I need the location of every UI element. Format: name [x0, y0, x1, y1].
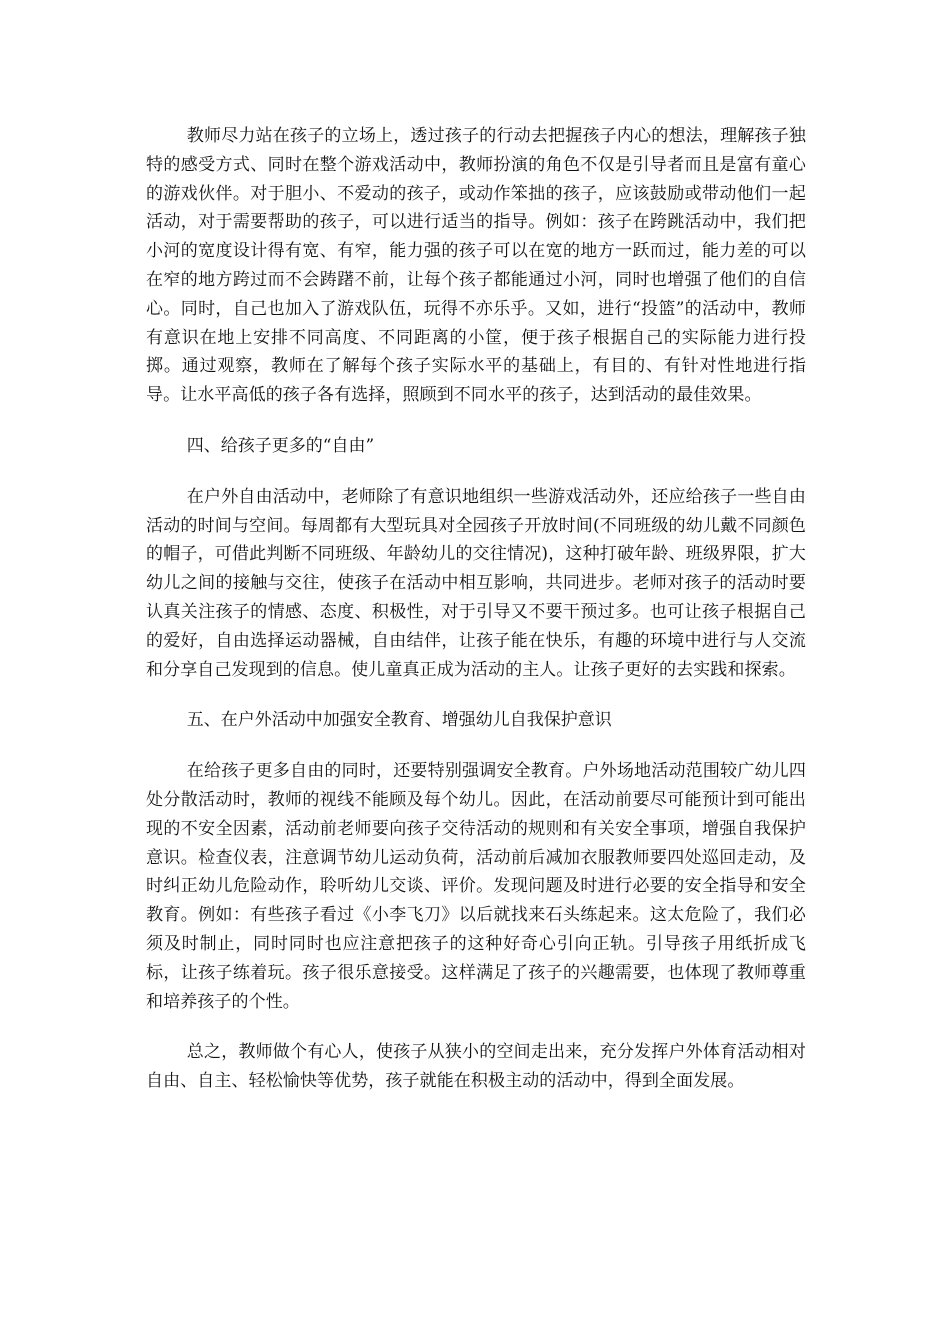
- paragraph-safety-education: 在给孩子更多自由的同时，还要特别强调安全教育。户外场地活动范围较广幼儿四处分散活动时，教师的视线不能顾及每个幼儿。因此，在活动前要尽可能预计到可能出现的不安全因素，活动前老师要向孩子交待活动的规则和有关安全事项，增强自我保护意识。检查仪表，注意调节幼儿运动负荷，活动前后减加衣服教师要四处巡回走动，及时纠正幼儿危险动作，聆听幼儿交谈、评价。发现问题及时进行必要的安全指导和安全教育。例如：有些孩子看过《小李飞刀》以后就找来石头练起来。这太危险了，我们必须及时制止，同时同时也应注意把孩子的这种好奇心引向正轨。引导孩子用纸折成飞标，让孩子练着玩。孩子很乐意接受。这样满足了孩子的兴趣需要，也体现了教师尊重和培养孩子的个性。: [146, 761, 806, 1012]
- section-heading-safety: 五、在户外活动中加强安全教育、增强幼儿自我保护意识: [186, 710, 612, 731]
- section-heading-freedom: 四、给孩子更多的“自由”: [186, 435, 375, 456]
- paragraph-free-activity: 在户外自由活动中，老师除了有意识地组织一些游戏活动外，还应给孩子一些自由活动的时间与空间。每周都有大型玩具对全园孩子开放时间(不同班级的幼儿戴不同颜色的帽子，可借此判断不同班级、年龄幼儿的交往情况)，这种打破年龄、班级界限，扩大幼儿之间的接触与交往，使孩子在活动中相互影响，共同进步。老师对孩子的活动时要认真关注孩子的情感、态度、积极性，对于引导又不要干预过多。也可让孩子根据自己的爱好，自由选择运动器械，自由结伴，让孩子能在快乐，有趣的环境中进行与人交流和分享自己发现到的信息。使儿童真正成为活动的主人。让孩子更好的去实践和探索。: [146, 486, 806, 680]
- document-page: [146, 122, 806, 1096]
- paragraph-conclusion: 总之，教师做个有心人，使孩子从狭小的空间走出来，充分发挥户外体育活动相对自由、自主、轻松愉快等优势，孩子就能在积极主动的活动中，得到全面发展。: [146, 1042, 806, 1092]
- paragraph-teacher-role: 教师尽力站在孩子的立场上，透过孩子的行动去把握孩子内心的想法，理解孩子独特的感受方式、同时在整个游戏活动中，教师扮演的角色不仅是引导者而且是富有童心的游戏伙伴。对于胆小、不爱动的孩子，或动作笨拙的孩子，应该鼓励或带动他们一起活动，对于需要帮助的孩子，可以进行适当的指导。例如：孩子在跨跳活动中，我们把小河的宽度设计得有宽、有窄，能力强的孩子可以在宽的地方一跃而过，能力差的可以在窄的地方跨过而不会踌躇不前，让每个孩子都能通过小河，同时也增强了他们的自信心。同时，自己也加入了游戏队伍，玩得不亦乐乎。又如，进行“投篮”的活动中，教师有意识在地上安排不同高度、不同距离的小筐，便于孩子根据自己的实际能力进行投掷。通过观察，教师在了解每个孩子实际水平的基础上，有目的、有针对性地进行指导。让水平高低的孩子各有选择，照顾到不同水平的孩子，达到活动的最佳效果。: [146, 126, 806, 406]
